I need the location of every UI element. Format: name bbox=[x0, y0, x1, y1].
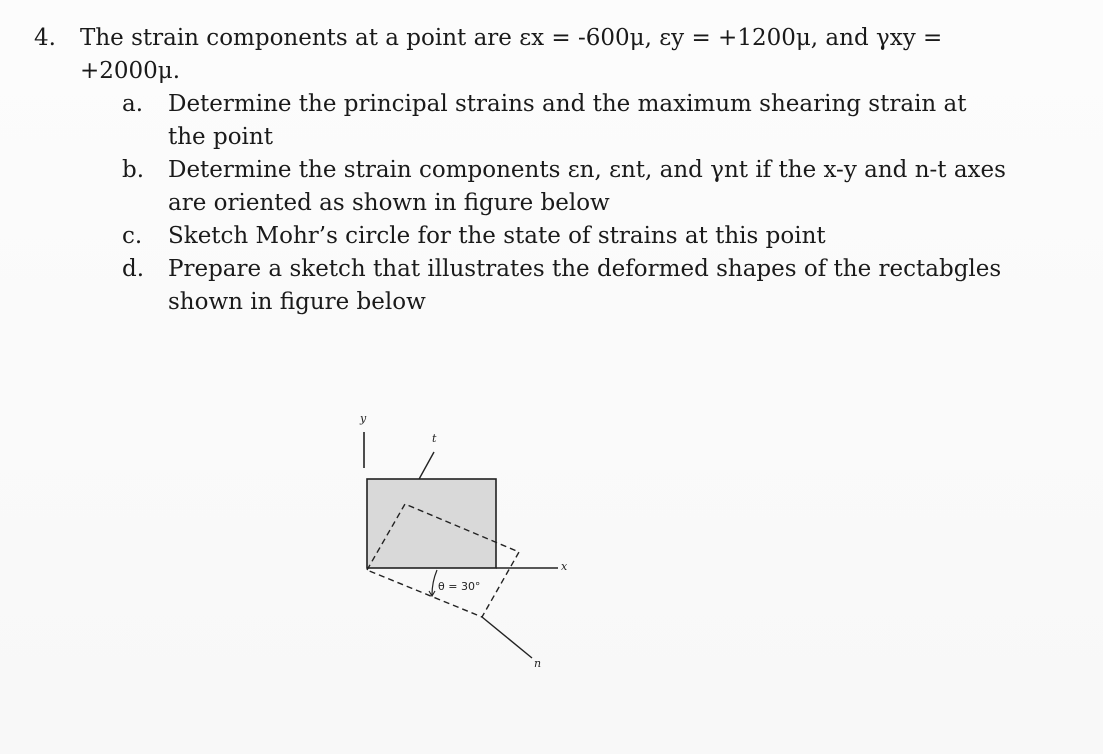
strain-element-figure bbox=[340, 400, 600, 690]
y-axis-label: y bbox=[360, 412, 367, 425]
n-axis-line bbox=[482, 617, 532, 658]
subquestion-letter: c. bbox=[122, 223, 143, 249]
subquestion-letter: b. bbox=[122, 157, 145, 183]
problem-number: 4. bbox=[34, 25, 56, 51]
subquestion-text-line-2: the point bbox=[168, 124, 273, 150]
t-axis-label: t bbox=[432, 432, 437, 445]
subquestion-d bbox=[122, 253, 1074, 319]
subquestion-letter: a. bbox=[122, 91, 144, 117]
subquestion-text-line-1: Prepare a sketch that illustrates the deformed shapes of the rectabgles bbox=[168, 256, 1002, 282]
problem-statement bbox=[34, 22, 1074, 55]
subquestion-text-line-1: Sketch Mohr’s circle for the state of strains at this point bbox=[168, 223, 826, 249]
problem-statement-line-2: +2000μ. bbox=[80, 58, 181, 84]
subquestion-a bbox=[122, 88, 1074, 154]
angle-label: θ = 30° bbox=[438, 580, 481, 593]
subquestion-c bbox=[122, 220, 1074, 253]
subquestion-text-line-1: Determine the principal strains and the maximum shearing strain at bbox=[168, 91, 967, 117]
figure-drawing bbox=[340, 400, 600, 690]
problem-statement-line-1: The strain components at a point are εx = -600μ, εy = +1200μ, and γxy = bbox=[80, 25, 943, 51]
subquestion-list bbox=[34, 88, 1074, 319]
x-axis-label: x bbox=[561, 560, 568, 573]
subquestion-text-line-1: Determine the strain components εn, εnt, and γnt if the x-y and n-t axes bbox=[168, 157, 1006, 183]
subquestion-letter: d. bbox=[122, 256, 145, 282]
n-axis-label: n bbox=[534, 657, 542, 670]
subquestion-text-line-2: shown in figure below bbox=[168, 289, 426, 315]
subquestion-b bbox=[122, 154, 1074, 220]
subquestion-text-line-2: are oriented as shown in figure below bbox=[168, 190, 610, 216]
problem-4 bbox=[34, 22, 1074, 319]
xy-element-rectangle bbox=[367, 479, 496, 568]
